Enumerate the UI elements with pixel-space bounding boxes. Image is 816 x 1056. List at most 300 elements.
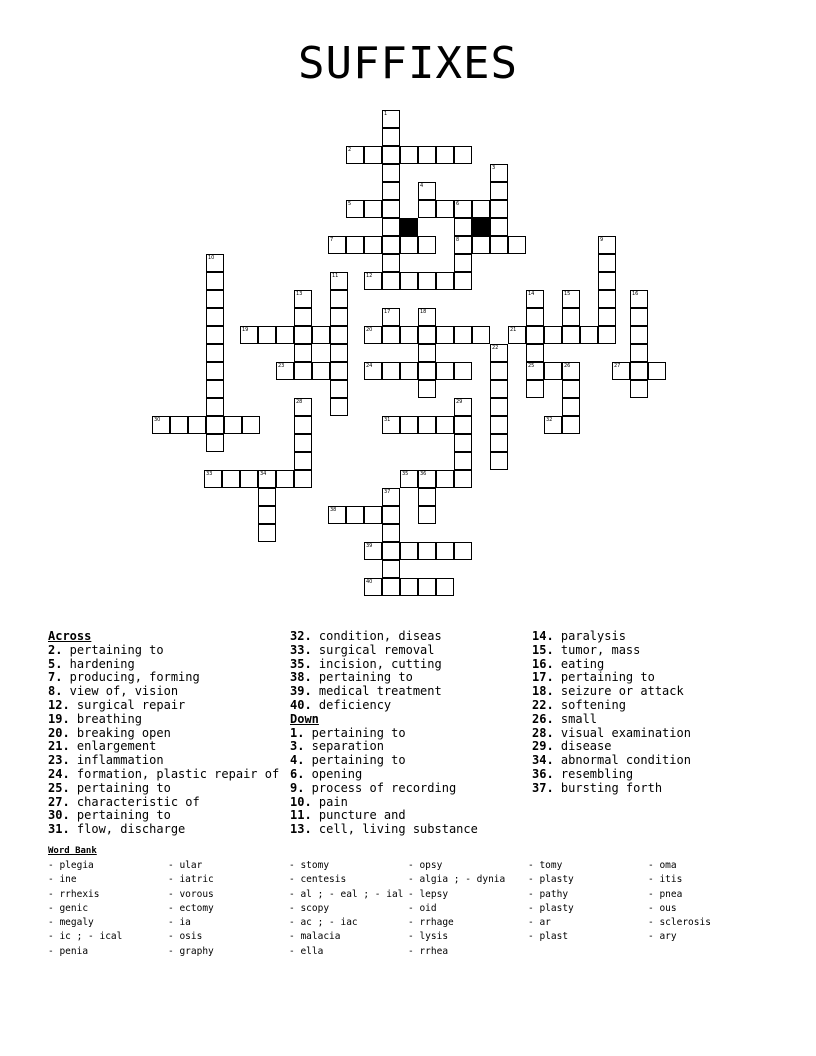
grid-cell[interactable] xyxy=(436,362,454,380)
grid-cell[interactable] xyxy=(382,272,400,290)
clue-item xyxy=(532,782,691,796)
grid-cell[interactable] xyxy=(598,254,616,272)
grid-cell[interactable] xyxy=(276,470,294,488)
grid-cell[interactable] xyxy=(152,416,170,434)
grid-cell[interactable] xyxy=(472,236,490,254)
grid-cell[interactable] xyxy=(206,254,224,272)
clue-item xyxy=(532,644,691,658)
clue-item xyxy=(532,727,691,741)
grid-cell[interactable] xyxy=(490,362,508,380)
grid-cell[interactable] xyxy=(436,470,454,488)
grid-cell[interactable] xyxy=(490,218,508,236)
word-bank-title: Word Bank xyxy=(48,846,97,856)
clue-text: enlargement xyxy=(69,739,157,754)
word-bank-entry: - opsy xyxy=(408,860,443,871)
clue-item xyxy=(290,685,478,699)
grid-cell[interactable] xyxy=(490,416,508,434)
grid-cell[interactable] xyxy=(346,146,364,164)
grid-cell[interactable] xyxy=(490,182,508,200)
grid-cell[interactable] xyxy=(206,308,224,326)
clue-number-label: 21 xyxy=(510,327,517,333)
grid-cell[interactable] xyxy=(400,326,418,344)
grid-cell[interactable] xyxy=(328,236,346,254)
grid-cell[interactable] xyxy=(346,200,364,218)
clue-number-label: 23 xyxy=(278,363,285,369)
grid-cell[interactable] xyxy=(526,380,544,398)
clue-item xyxy=(290,782,478,796)
clue-text: deficiency xyxy=(311,697,392,712)
word-bank-entry: - megaly xyxy=(48,917,94,929)
grid-cell[interactable] xyxy=(224,416,242,434)
clue-column-3 xyxy=(532,630,691,796)
grid-cell[interactable] xyxy=(472,200,490,218)
grid-cell[interactable] xyxy=(206,272,224,290)
grid-cell[interactable] xyxy=(562,398,580,416)
clue-text: abnormal condition xyxy=(553,753,691,768)
clue-item xyxy=(532,658,691,672)
grid-cell[interactable] xyxy=(526,344,544,362)
clue-item xyxy=(532,671,691,685)
grid-cell[interactable] xyxy=(562,362,580,380)
grid-cell[interactable] xyxy=(454,542,472,560)
grid-cell[interactable] xyxy=(294,470,312,488)
clue-number: 17. xyxy=(532,670,554,685)
clue-number: 25. xyxy=(48,780,70,795)
grid-cell[interactable] xyxy=(382,236,400,254)
grid-cell[interactable] xyxy=(206,362,224,380)
word-bank-entry: - rrhea xyxy=(408,945,449,957)
clue-text: view of, vision xyxy=(62,684,179,699)
clue-text: opening xyxy=(304,766,363,781)
clue-item xyxy=(48,727,279,741)
grid-cell[interactable] xyxy=(330,290,348,308)
grid-cell[interactable] xyxy=(382,182,400,200)
word-bank-entry: - graphy xyxy=(168,945,214,957)
clue-item xyxy=(290,644,478,658)
grid-cell[interactable] xyxy=(364,542,382,560)
clue-item xyxy=(48,685,279,699)
grid-cell[interactable] xyxy=(382,524,400,542)
grid-cell[interactable] xyxy=(346,506,364,524)
word-bank-entry: - osis xyxy=(168,931,203,943)
clue-item xyxy=(48,644,279,658)
clue-number-label: 7 xyxy=(330,237,334,243)
clue-text: resembling xyxy=(553,766,634,781)
clue-number: 36. xyxy=(532,766,554,781)
grid-cell[interactable] xyxy=(382,164,400,182)
clue-number: 9. xyxy=(290,780,305,795)
grid-cell[interactable] xyxy=(330,362,348,380)
grid-cell[interactable] xyxy=(454,254,472,272)
clue-number-label: 22 xyxy=(492,345,499,351)
grid-cell[interactable] xyxy=(382,578,400,596)
grid-cell[interactable] xyxy=(294,362,312,380)
grid-cell[interactable] xyxy=(454,326,472,344)
grid-cell[interactable] xyxy=(346,236,364,254)
grid-cell[interactable] xyxy=(526,326,544,344)
grid-cell[interactable] xyxy=(436,416,454,434)
clue-item xyxy=(290,699,478,713)
clue-number: 33. xyxy=(290,642,312,657)
grid-cell[interactable] xyxy=(418,146,436,164)
grid-cell[interactable] xyxy=(294,326,312,344)
clue-text: surgical removal xyxy=(311,642,435,657)
grid-cell[interactable] xyxy=(598,272,616,290)
grid-cell[interactable] xyxy=(472,326,490,344)
grid-cell[interactable] xyxy=(294,290,312,308)
grid-cell[interactable] xyxy=(598,290,616,308)
grid-cell[interactable] xyxy=(330,398,348,416)
grid-cell[interactable] xyxy=(330,380,348,398)
grid-cell[interactable] xyxy=(454,236,472,254)
grid-cell[interactable] xyxy=(418,272,436,290)
clue-text: condition, diseas xyxy=(311,629,442,643)
clue-number: 19. xyxy=(48,711,70,726)
grid-cell[interactable] xyxy=(364,200,382,218)
word-bank-entry: - plast xyxy=(528,931,569,943)
clue-number-label: 37 xyxy=(384,489,391,495)
clue-number-label: 15 xyxy=(564,291,571,297)
grid-cell[interactable] xyxy=(206,398,224,416)
grid-cell[interactable] xyxy=(490,236,508,254)
grid-cell[interactable] xyxy=(330,308,348,326)
blocked-cell xyxy=(472,218,490,236)
grid-cell[interactable] xyxy=(222,470,240,488)
clue-text: pertaining to xyxy=(69,808,171,823)
clue-text: disease xyxy=(553,739,612,754)
grid-cell[interactable] xyxy=(382,362,400,380)
grid-cell[interactable] xyxy=(598,308,616,326)
clue-number-label: 31 xyxy=(384,417,391,423)
grid-cell[interactable] xyxy=(382,326,400,344)
grid-cell[interactable] xyxy=(382,254,400,272)
grid-cell[interactable] xyxy=(258,524,276,542)
clue-number: 20. xyxy=(48,725,70,740)
grid-cell[interactable] xyxy=(648,362,666,380)
grid-cell[interactable] xyxy=(382,146,400,164)
grid-cell[interactable] xyxy=(400,146,418,164)
clue-item xyxy=(48,699,279,713)
grid-cell[interactable] xyxy=(436,542,454,560)
grid-cell[interactable] xyxy=(382,200,400,218)
clue-item xyxy=(48,809,279,823)
word-bank-column xyxy=(48,859,122,959)
clue-number: 15. xyxy=(532,642,554,657)
grid-cell[interactable] xyxy=(526,308,544,326)
clue-item xyxy=(532,713,691,727)
clue-number-label: 8 xyxy=(456,237,460,243)
clue-number-label: 27 xyxy=(614,363,621,369)
grid-cell[interactable] xyxy=(526,362,544,380)
clue-number: 16. xyxy=(532,656,554,671)
grid-cell[interactable] xyxy=(630,326,648,344)
grid-cell[interactable] xyxy=(418,488,436,506)
clue-number-label: 39 xyxy=(366,543,373,549)
clue-number: 14. xyxy=(532,629,554,643)
grid-cell[interactable] xyxy=(598,236,616,254)
grid-cell[interactable] xyxy=(544,362,562,380)
grid-cell[interactable] xyxy=(418,380,436,398)
clue-number-label: 24 xyxy=(366,363,373,369)
grid-cell[interactable] xyxy=(630,362,648,380)
grid-cell[interactable] xyxy=(454,272,472,290)
grid-cell[interactable] xyxy=(490,452,508,470)
grid-cell[interactable] xyxy=(630,308,648,326)
grid-cell[interactable] xyxy=(328,506,346,524)
grid-cell[interactable] xyxy=(258,488,276,506)
clue-item xyxy=(290,727,478,741)
grid-cell[interactable] xyxy=(630,380,648,398)
clue-number-label: 9 xyxy=(600,237,604,243)
grid-cell[interactable] xyxy=(364,236,382,254)
grid-cell[interactable] xyxy=(206,380,224,398)
grid-cell[interactable] xyxy=(240,470,258,488)
word-bank-entry: - ia xyxy=(168,917,191,929)
grid-cell[interactable] xyxy=(508,236,526,254)
clue-number-label: 33 xyxy=(206,471,213,477)
across-heading: Across xyxy=(48,629,92,643)
grid-cell[interactable] xyxy=(400,542,418,560)
grid-cell[interactable] xyxy=(382,416,400,434)
grid-cell[interactable] xyxy=(454,416,472,434)
grid-cell[interactable] xyxy=(206,344,224,362)
word-bank-column xyxy=(408,859,505,959)
grid-cell[interactable] xyxy=(330,344,348,362)
grid-cell[interactable] xyxy=(382,110,400,128)
clue-item xyxy=(48,754,279,768)
grid-cell[interactable] xyxy=(400,578,418,596)
grid-cell[interactable] xyxy=(454,146,472,164)
grid-cell[interactable] xyxy=(418,200,436,218)
grid-cell[interactable] xyxy=(400,362,418,380)
grid-cell[interactable] xyxy=(508,326,526,344)
word-bank-entry: - oma xyxy=(648,860,677,871)
clue-item xyxy=(290,796,478,810)
clue-text: breathing xyxy=(69,711,142,726)
grid-cell[interactable] xyxy=(418,578,436,596)
grid-cell[interactable] xyxy=(294,308,312,326)
grid-cell[interactable] xyxy=(454,398,472,416)
word-bank-entry: - ectomy xyxy=(168,902,214,914)
grid-cell[interactable] xyxy=(454,434,472,452)
clue-number-label: 26 xyxy=(564,363,571,369)
grid-cell[interactable] xyxy=(436,578,454,596)
grid-cell[interactable] xyxy=(454,470,472,488)
grid-cell[interactable] xyxy=(418,416,436,434)
grid-cell[interactable] xyxy=(400,416,418,434)
word-bank-entry: - lysis xyxy=(408,931,449,943)
grid-cell[interactable] xyxy=(580,326,598,344)
grid-cell[interactable] xyxy=(630,344,648,362)
clue-number-label: 34 xyxy=(260,471,267,477)
clue-text: paralysis xyxy=(553,629,626,643)
grid-cell[interactable] xyxy=(630,290,648,308)
grid-cell[interactable] xyxy=(364,326,382,344)
grid-cell[interactable] xyxy=(454,200,472,218)
clue-text: pertaining to xyxy=(553,670,655,685)
grid-cell[interactable] xyxy=(294,452,312,470)
grid-cell[interactable] xyxy=(294,434,312,452)
grid-cell[interactable] xyxy=(294,398,312,416)
grid-cell[interactable] xyxy=(562,308,580,326)
word-bank-entry: - plasty xyxy=(528,874,574,886)
grid-cell[interactable] xyxy=(544,326,562,344)
grid-cell[interactable] xyxy=(364,272,382,290)
word-bank-entry: - scopy xyxy=(289,902,330,914)
grid-cell[interactable] xyxy=(364,146,382,164)
grid-cell[interactable] xyxy=(562,380,580,398)
grid-cell[interactable] xyxy=(330,326,348,344)
grid-cell[interactable] xyxy=(364,506,382,524)
clue-text: pertaining to xyxy=(304,753,406,768)
clue-number: 5. xyxy=(48,656,63,671)
clue-number-label: 2 xyxy=(348,147,352,153)
grid-cell[interactable] xyxy=(364,362,382,380)
grid-cell[interactable] xyxy=(382,128,400,146)
clue-number-label: 36 xyxy=(420,471,427,477)
grid-cell[interactable] xyxy=(436,146,454,164)
clue-text: pertaining to xyxy=(311,670,413,685)
word-bank-entry: - vorous xyxy=(168,888,214,900)
clue-number: 12. xyxy=(48,697,70,712)
clue-number: 1. xyxy=(290,725,305,740)
grid-cell[interactable] xyxy=(612,362,630,380)
grid-cell[interactable] xyxy=(276,362,294,380)
grid-cell[interactable] xyxy=(258,326,276,344)
grid-cell[interactable] xyxy=(382,506,400,524)
clue-number-label: 13 xyxy=(296,291,303,297)
grid-cell[interactable] xyxy=(364,578,382,596)
clue-number-label: 16 xyxy=(632,291,639,297)
grid-cell[interactable] xyxy=(382,542,400,560)
clue-number: 30. xyxy=(48,808,70,823)
grid-cell[interactable] xyxy=(418,344,436,362)
grid-cell[interactable] xyxy=(382,218,400,236)
clue-number: 2. xyxy=(48,642,63,657)
grid-cell[interactable] xyxy=(544,416,562,434)
word-bank-entry: - ine xyxy=(48,874,77,886)
grid-cell[interactable] xyxy=(490,200,508,218)
clue-number-label: 6 xyxy=(456,201,460,207)
grid-cell[interactable] xyxy=(206,326,224,344)
grid-cell[interactable] xyxy=(436,272,454,290)
word-bank-entry: - penia xyxy=(48,945,89,957)
grid-cell[interactable] xyxy=(294,344,312,362)
clue-item xyxy=(48,671,279,685)
grid-cell[interactable] xyxy=(276,326,294,344)
grid-cell[interactable] xyxy=(258,506,276,524)
clue-number: 21. xyxy=(48,739,70,754)
grid-cell[interactable] xyxy=(204,470,222,488)
clue-number: 4. xyxy=(290,753,305,768)
grid-cell[interactable] xyxy=(312,362,330,380)
grid-cell[interactable] xyxy=(526,290,544,308)
grid-cell[interactable] xyxy=(382,560,400,578)
word-bank-column xyxy=(289,859,403,959)
clue-item xyxy=(290,671,478,685)
clue-item xyxy=(290,823,478,837)
grid-cell[interactable] xyxy=(242,416,260,434)
clue-number: 18. xyxy=(532,684,554,699)
clue-item xyxy=(290,809,478,823)
grid-cell[interactable] xyxy=(188,416,206,434)
grid-cell[interactable] xyxy=(400,470,418,488)
grid-cell[interactable] xyxy=(454,362,472,380)
clue-number-label: 17 xyxy=(384,309,391,315)
clue-number-label: 35 xyxy=(402,471,409,477)
clue-number-label: 25 xyxy=(528,363,535,369)
grid-cell[interactable] xyxy=(258,470,276,488)
grid-cell[interactable] xyxy=(170,416,188,434)
grid-cell[interactable] xyxy=(490,380,508,398)
grid-cell[interactable] xyxy=(206,434,224,452)
grid-cell[interactable] xyxy=(294,416,312,434)
grid-cell[interactable] xyxy=(206,416,224,434)
grid-cell[interactable] xyxy=(418,542,436,560)
grid-cell[interactable] xyxy=(418,182,436,200)
grid-cell[interactable] xyxy=(454,452,472,470)
grid-cell[interactable] xyxy=(382,308,400,326)
clue-item xyxy=(532,685,691,699)
word-bank-entry: - iatric xyxy=(168,874,214,886)
grid-cell[interactable] xyxy=(206,290,224,308)
grid-cell[interactable] xyxy=(454,218,472,236)
clue-item xyxy=(48,782,279,796)
clue-text: process of recording xyxy=(304,780,457,795)
word-bank-entry: - ella xyxy=(289,945,324,957)
grid-cell[interactable] xyxy=(240,326,258,344)
grid-cell[interactable] xyxy=(436,200,454,218)
clue-item xyxy=(48,740,279,754)
grid-cell[interactable] xyxy=(418,236,436,254)
word-bank-entry: - centesis xyxy=(289,874,347,886)
grid-cell[interactable] xyxy=(312,326,330,344)
grid-cell[interactable] xyxy=(382,488,400,506)
grid-cell[interactable] xyxy=(598,326,616,344)
clue-text: formation, plastic repair of xyxy=(69,766,280,781)
grid-cell[interactable] xyxy=(490,344,508,362)
word-bank-entry: - ac ; - iac xyxy=(289,917,358,929)
clue-number-label: 12 xyxy=(366,273,373,279)
grid-cell[interactable] xyxy=(418,362,436,380)
grid-cell[interactable] xyxy=(490,164,508,182)
word-bank-entry: - al ; - eal ; - ial xyxy=(289,888,404,900)
grid-cell[interactable] xyxy=(418,326,436,344)
clue-number-label: 32 xyxy=(546,417,553,423)
grid-cell[interactable] xyxy=(418,470,436,488)
clue-text: separation xyxy=(304,739,384,754)
grid-cell[interactable] xyxy=(436,326,454,344)
grid-cell[interactable] xyxy=(330,272,348,290)
clue-number: 23. xyxy=(48,753,70,768)
grid-cell[interactable] xyxy=(418,506,436,524)
grid-cell[interactable] xyxy=(490,398,508,416)
word-bank-entry: - genic xyxy=(48,902,89,914)
grid-cell[interactable] xyxy=(562,290,580,308)
grid-cell[interactable] xyxy=(418,308,436,326)
word-bank-entry: - sclerosis xyxy=(648,917,711,929)
grid-cell[interactable] xyxy=(400,236,418,254)
grid-cell[interactable] xyxy=(400,272,418,290)
word-bank-entry: - pnea xyxy=(648,888,683,900)
grid-cell[interactable] xyxy=(490,434,508,452)
word-bank-entry: - malacia xyxy=(289,931,341,943)
clue-text: surgical repair xyxy=(69,697,186,712)
grid-cell[interactable] xyxy=(562,326,580,344)
clue-number-label: 20 xyxy=(366,327,373,333)
clue-number-label: 19 xyxy=(242,327,249,333)
grid-cell[interactable] xyxy=(562,416,580,434)
